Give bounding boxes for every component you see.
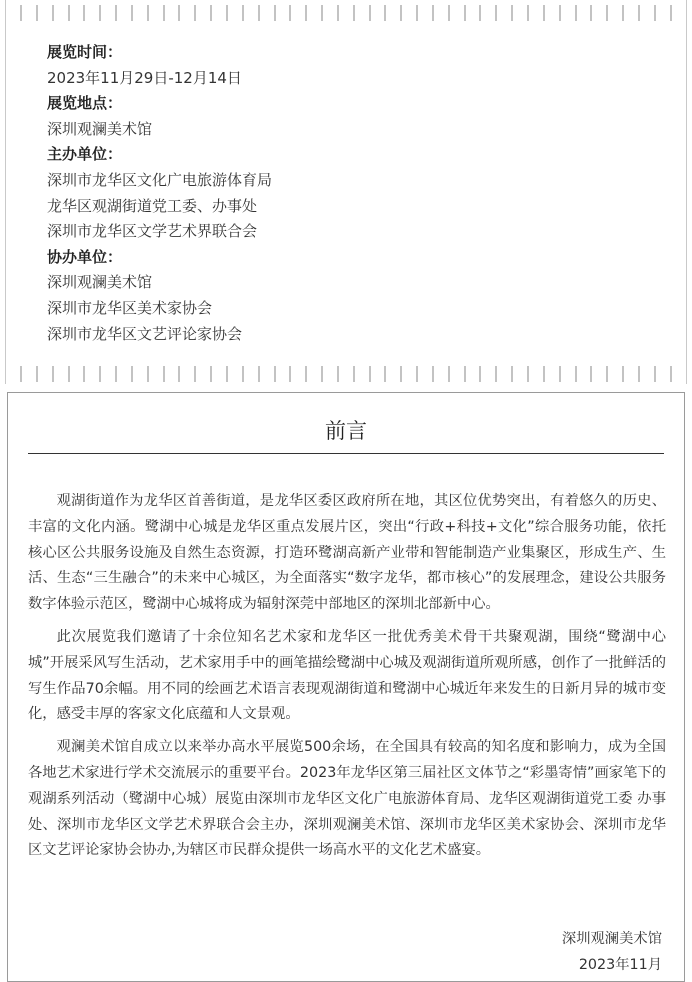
border-tick [337, 5, 339, 21]
border-tick [543, 5, 545, 21]
border-tick [638, 366, 640, 382]
border-tick [400, 5, 402, 21]
border-tick [147, 366, 149, 382]
border-tick [178, 366, 180, 382]
border-tick [369, 366, 371, 382]
info-line: 龙华区观湖街道党工委、办事处 [47, 196, 258, 215]
border-tick [36, 5, 38, 21]
border-tick [321, 5, 323, 21]
title-divider [28, 453, 664, 454]
signature-organization: 深圳观澜美术馆 [561, 931, 662, 947]
border-tick [83, 366, 85, 382]
signature-date: 2023年11月 [578, 956, 662, 973]
border-tick [622, 366, 624, 382]
border-tick [83, 5, 85, 21]
border-tick [99, 5, 101, 21]
border-tick [464, 366, 466, 382]
border-tick [416, 5, 418, 21]
border-tick [448, 366, 450, 382]
border-tick [99, 366, 101, 382]
info-line: 深圳市龙华区文学艺术界联合会 [47, 222, 258, 241]
border-tick [242, 366, 244, 382]
border-tick [52, 5, 54, 21]
border-tick [210, 366, 212, 382]
border-tick [575, 5, 577, 21]
border-tick [305, 5, 307, 21]
border-tick [606, 366, 608, 382]
border-tick [590, 366, 592, 382]
bottom-tick-border [20, 366, 672, 382]
info-line: 协办单位： [47, 247, 123, 266]
info-line: 展览地点： [47, 94, 123, 113]
info-line: 主办单位： [47, 145, 123, 164]
border-tick [258, 5, 260, 21]
border-tick [305, 366, 307, 382]
border-tick [432, 366, 434, 382]
info-line: 深圳观澜美术馆 [47, 119, 153, 138]
border-tick [432, 5, 434, 21]
border-tick [384, 5, 386, 21]
top-tick-border [20, 5, 672, 21]
info-line: 深圳市龙华区文化广电旅游体育局 [47, 170, 273, 189]
border-tick [289, 5, 291, 21]
info-line: 深圳市龙华区文艺评论家协会 [47, 324, 243, 343]
border-tick [654, 366, 656, 382]
border-tick [543, 366, 545, 382]
border-tick [384, 366, 386, 382]
border-tick [353, 366, 355, 382]
border-tick [178, 5, 180, 21]
border-tick [52, 366, 54, 382]
border-tick [226, 366, 228, 382]
border-tick [670, 5, 672, 21]
info-line: 2023年11月29日-12月14日 [47, 68, 242, 87]
border-tick [511, 366, 513, 382]
info-line: 展览时间： [47, 43, 123, 61]
signature-block [562, 927, 662, 979]
border-tick [226, 5, 228, 21]
border-tick [495, 366, 497, 382]
border-tick [289, 366, 291, 382]
border-tick [274, 5, 276, 21]
border-tick [337, 366, 339, 382]
border-tick [163, 5, 165, 21]
preface-body [28, 489, 666, 871]
border-tick [194, 366, 196, 382]
border-tick [194, 5, 196, 21]
border-tick [464, 5, 466, 21]
border-tick [495, 5, 497, 21]
border-tick [559, 5, 561, 21]
border-tick [210, 5, 212, 21]
border-tick [654, 5, 656, 21]
border-tick [448, 5, 450, 21]
border-tick [131, 366, 133, 382]
border-tick [321, 366, 323, 382]
preface-title: 前言 [325, 419, 367, 443]
border-tick [369, 5, 371, 21]
border-tick [638, 5, 640, 21]
info-line: 深圳观澜美术馆 [47, 273, 153, 292]
exhibition-info-list [47, 40, 272, 347]
border-tick [479, 366, 481, 382]
border-tick [115, 5, 117, 21]
preface-paragraph: 观澜美术馆自成立以来举办高水平展览500余场，在全国具有较高的知名度和影响力，成为全国各地艺术家进行学术交流展示的重要平台。2023年龙华区第三届社区文体节之“彩墨寄情”画家笔下的观湖系列活动（鹭湖中心城）展览由深圳市龙华区文化广电旅游体育局、龙华区观湖街道党工委 办事处、深圳市龙华区文学艺术界联合会主办，深圳观澜美术馆、深圳市龙华区美术家协会、深圳市龙华区文艺评论家协会协办,为辖区市民群众提供一场高水平的文化艺术盛宴。 [28, 739, 666, 859]
preface-paragraph: 观湖街道作为龙华区首善街道，是龙华区委区政府所在地，其区位优势突出，有着悠久的历史、丰富的文化内涵。鹭湖中心城是龙华区重点发展片区，突出“行政+科技+文化”综合服务功能，依托核心区公共服务设施及自然生态资源，打造环鹭湖高新产业带和智能制造产业集聚区，形成生产、生活、生态“三生融合”的未来中心城区，为全面落实“数字龙华，都市核心”的发展理念，建设公共服务数字体验示范区，鹭湖中心城将成为辐射深莞中部地区的深圳北部新中心。 [28, 493, 666, 613]
border-tick [575, 366, 577, 382]
border-tick [670, 366, 672, 382]
border-tick [20, 5, 22, 21]
border-tick [622, 5, 624, 21]
border-tick [274, 366, 276, 382]
border-tick [115, 366, 117, 382]
exhibition-info-card [5, 0, 687, 384]
border-tick [400, 366, 402, 382]
border-tick [479, 5, 481, 21]
border-tick [68, 5, 70, 21]
border-tick [606, 5, 608, 21]
border-tick [590, 5, 592, 21]
border-tick [147, 5, 149, 21]
border-tick [511, 5, 513, 21]
preface-paragraph: 此次展览我们邀请了十余位知名艺术家和龙华区一批优秀美术骨干共聚观湖，围绕“鹭湖中心城”开展采风写生活动，艺术家用手中的画笔描绘鹭湖中心城及观湖街道所观所感，创作了一批鲜活的写生作品70余幅。用不同的绘画艺术语言表现观湖街道和鹭湖中心城近年来发生的日新月异的城市变化，感受丰厚的客家文化底蕴和人文景观。 [28, 628, 666, 723]
border-tick [416, 366, 418, 382]
border-tick [353, 5, 355, 21]
border-tick [131, 5, 133, 21]
border-tick [559, 366, 561, 382]
info-line: 深圳市龙华区美术家协会 [47, 298, 213, 317]
border-tick [68, 366, 70, 382]
border-tick [527, 5, 529, 21]
border-tick [242, 5, 244, 21]
border-tick [258, 366, 260, 382]
preface-section [7, 392, 685, 982]
border-tick [527, 366, 529, 382]
border-tick [36, 366, 38, 382]
border-tick [20, 366, 22, 382]
border-tick [163, 366, 165, 382]
